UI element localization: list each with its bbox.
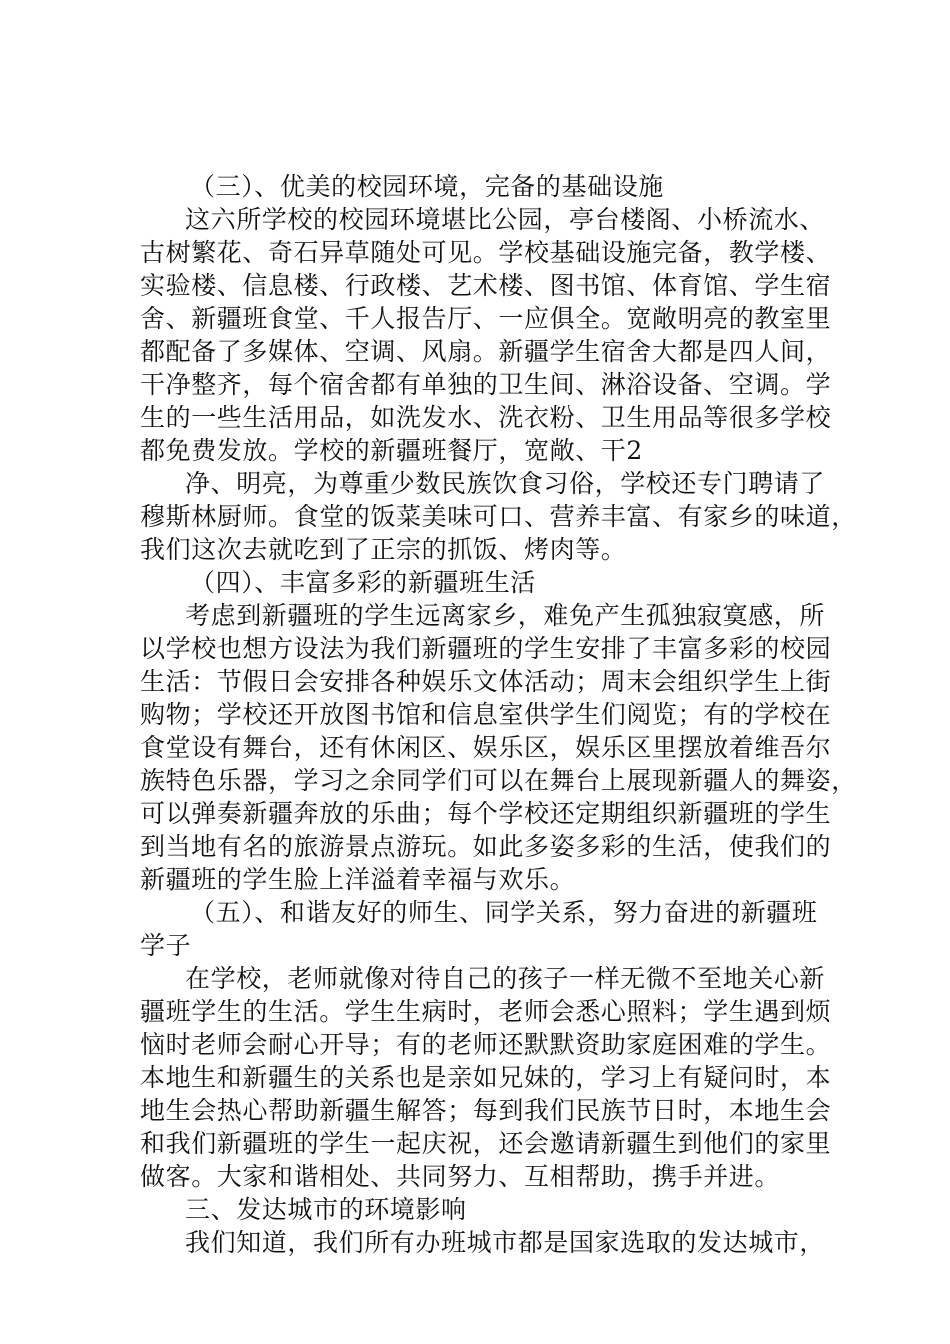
text-line: （五）、和谐友好的师生、同学关系，努力奋进的新疆班 <box>190 898 818 927</box>
text-line: 族特色乐器，学习之余同学们可以在舞台上展现新疆人的舞姿， <box>140 766 857 795</box>
document-body <box>140 170 857 1259</box>
text-line: 疆班学生的生活。学生生病时，老师会悉心照料；学生遇到烦 <box>140 997 832 1026</box>
text-line: 都免费发放。学校的新疆班餐厅，宽敞、干2 <box>140 436 643 465</box>
text-line: 在学校，老师就像对待自己的孩子一样无微不至地关心新 <box>185 964 826 993</box>
text-line: 净、明亮，为尊重少数民族饮食习俗，学校还专门聘请了 <box>185 469 826 498</box>
text-line: （三）、优美的校园环境，完备的基础设施 <box>190 172 664 201</box>
text-line: 做客。大家和谐相处、共同努力、互相帮助，携手并进。 <box>140 1162 781 1191</box>
text-line: 学子 <box>140 931 192 960</box>
text-line: 新疆班的学生脸上洋溢着幸福与欢乐。 <box>140 865 576 894</box>
text-line: 食堂设有舞台，还有休闲区、娱乐区，娱乐区里摆放着维吾尔 <box>140 733 832 762</box>
text-line: 实验楼、信息楼、行政楼、艺术楼、图书馆、体育馆、学生宿 <box>140 271 832 300</box>
text-line: 可以弹奏新疆奔放的乐曲；每个学校还定期组织新疆班的学生 <box>140 799 832 828</box>
text-line: 三、发达城市的环境影响 <box>185 1195 467 1224</box>
text-line: 干净整齐，每个宿舍都有单独的卫生间、淋浴设备、空调。学 <box>140 370 832 399</box>
text-line: 本地生和新疆生的关系也是亲如兄妹的，学习上有疑问时，本 <box>140 1063 832 1092</box>
text-line: 恼时老师会耐心开导；有的老师还默默资助家庭困难的学生。 <box>140 1030 832 1059</box>
text-line: 生活：节假日会安排各种娱乐文体活动；周末会组织学生上街 <box>140 667 832 696</box>
text-line: 考虑到新疆班的学生远离家乡，难免产生孤独寂寞感，所 <box>185 601 826 630</box>
text-line: （四）、丰富多彩的新疆班生活 <box>190 568 536 597</box>
text-line: 以学校也想方设法为我们新疆班的学生安排了丰富多彩的校园 <box>140 634 832 663</box>
text-line: 购物；学校还开放图书馆和信息室供学生们阅览；有的学校在 <box>140 700 832 729</box>
text-line: 都配备了多媒体、空调、风扇。新疆学生宿舍大都是四人间， <box>140 337 832 366</box>
text-line: 古树繁花、奇石异草随处可见。学校基础设施完备，教学楼、 <box>140 238 832 267</box>
text-line: 到当地有名的旅游景点游玩。如此多姿多彩的生活，使我们的 <box>140 832 832 861</box>
text-line: 我们这次去就吃到了正宗的抓饭、烤肉等。 <box>140 535 627 564</box>
text-line: 地生会热心帮助新疆生解答；每到我们民族节日时，本地生会 <box>140 1096 832 1125</box>
text-line: 穆斯林厨师。食堂的饭菜美味可口、营养丰富、有家乡的味道， <box>140 502 857 531</box>
text-line: 和我们新疆班的学生一起庆祝，还会邀请新疆生到他们的家里 <box>140 1129 832 1158</box>
text-line: 舍、新疆班食堂、千人报告厅、一应俱全。宽敞明亮的教室里 <box>140 304 832 333</box>
text-line: 这六所学校的校园环境堪比公园，亭台楼阁、小桥流水、 <box>185 205 826 234</box>
text-line: 我们知道，我们所有办班城市都是国家选取的发达城市， <box>185 1228 826 1257</box>
text-line: 生的一些生活用品，如洗发水、洗衣粉、卫生用品等很多学校 <box>140 403 832 432</box>
